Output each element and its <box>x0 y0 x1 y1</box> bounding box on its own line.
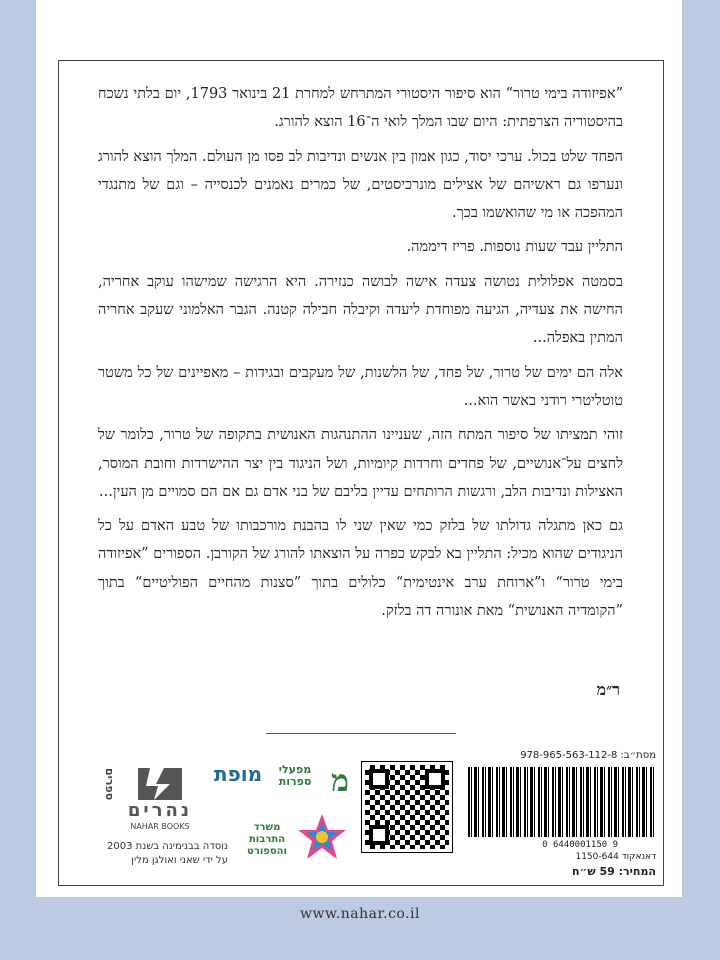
barcode-number: 0 6440001150 9 <box>542 840 618 850</box>
divider-line <box>266 733 456 734</box>
paragraph: ”אפיזודה בימי טרור“ הוא סיפור היסטורי המתרחש למחרת 21 בינואר 1793, יום בלתי נשכח בהיסטוריה הצרפתית: היום שבו המלך לואי ה־16 הוצא להורג. <box>98 86 623 131</box>
blurb <box>98 80 623 631</box>
paragraph: אלה הם ימים של טרור, של פחד, של הלשנות, של מעקבים ובגידות – מאפיינים של כל משטר טוטליטרי רודני באשר הוא... <box>98 364 623 409</box>
credit-line: על ידי שאני ואולגן מלין <box>131 855 228 866</box>
nahar-vertical-label: ספרים <box>103 768 116 801</box>
ma-logo-icon: מ <box>331 764 349 799</box>
qr-code-icon <box>362 762 452 852</box>
paragraph: הפחד שלט בכול. ערכי יסוד, כגון אמון בין אנשים ונדיבות לב פסו מן העולם. המלך הוצא להורג ונערפו גם ראשיהם של אצילים מונרכיסטים, של כמרים נאמנים לכנסייה – וגם של מתנגדי המהפכה או מי שהואשמו בכך. <box>98 148 623 222</box>
price: המחיר: 59 ש״ח <box>571 865 656 878</box>
paragraph: גם כאן מתגלה גדולתו של בלזק כמי שאין שני לו בהבנת מורכבותו של טבע האדם על כל הניגודים שהוא מכיל: התליין בא לבקש כפרה על הוצאתו להורג של הקורבן. הספורים ”אפיזודה בימי טרור“ ו”ארוחת ערב אינטימית“ כלולים בתוך ”סצנות מהחיים הפוליטיים“ בתוך ”הקומדיה האנושית“ מאת אונורה דה בלזק. <box>98 518 623 620</box>
nahar-hebrew-name: נהרים <box>127 800 193 821</box>
signature: ר״מ <box>596 680 620 699</box>
ministry-logo-text: משרד התרבות והספורט <box>247 822 287 857</box>
paragraph: בסמטה אפלולית נטושה צעדה אישה לבושה כנזירה. היא הרגישה שמישהו עוקב אחריה, החישה את צעדיה, הגיעה מפוחדת ליעדה וקיבלה חבילה קטנה. הגבר האלמוני שעקב אחריה המתין באפלה... <box>98 273 623 347</box>
catalog-code: דאנאקוד 1150-644 <box>575 852 656 862</box>
barcode-icon <box>468 767 656 837</box>
ministry-star-icon <box>296 812 348 864</box>
paragraph: זוהי תמציתו של סיפור המתח הזה, שעניינו ההתנהגות האנושית בתקופה של טרור, כלומר של לחצים על־אנושיים, של פחדים וחרדות קיומיות, ושל הניגוד בין יצר ההישרדות וחובת המוסר, האצילות ונדיבות הלב, ורגשות הרותחים עדיין בליבם של בני אדם גם אם הם סמויים מן העין... <box>98 427 623 500</box>
barcode-block <box>462 750 662 876</box>
website-url[interactable]: www.nahar.co.il <box>300 906 420 922</box>
paragraph: התליין עבד שעות נוספות. פריז דיממה. <box>406 239 623 256</box>
publisher-credit <box>92 840 228 868</box>
credit-line: נוסדה בבנימינה בשנת 2003 <box>106 841 228 852</box>
mofet-logo: מופת <box>213 762 263 786</box>
isbn: מסת״ב: 978-965-563-112-8 <box>520 750 656 761</box>
nahar-logo-icon <box>120 764 200 804</box>
mifalei-sifrut-logo: מפעלי ספרות <box>278 763 312 788</box>
nahar-english-name: NAHAR BOOKS <box>130 822 190 831</box>
